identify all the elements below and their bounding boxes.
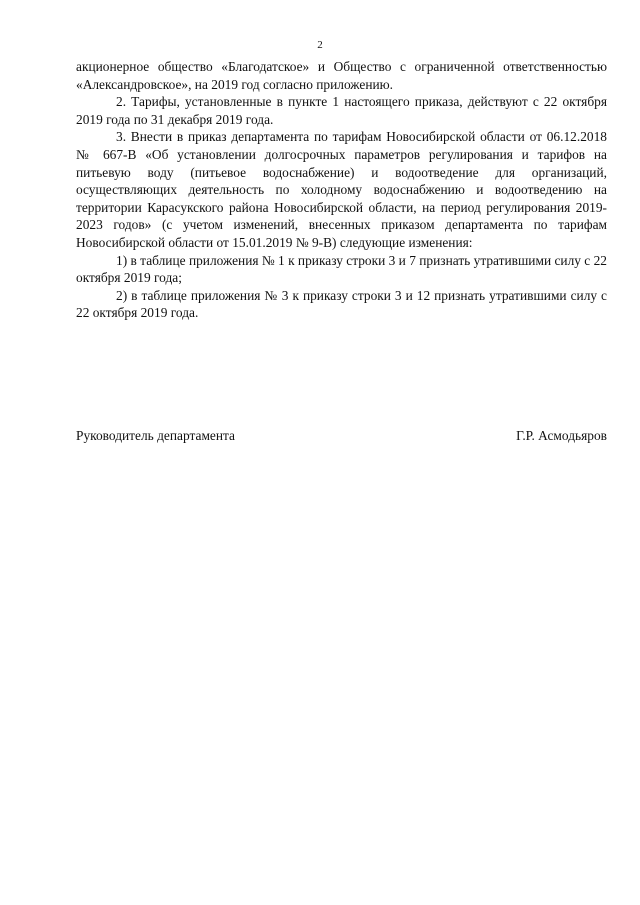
paragraph-subitem-1: 1) в таблице приложения № 1 к приказу строки 3 и 7 признать утратившими силу с 22 октября 2019 года; bbox=[76, 252, 607, 286]
signatory-position: Руководитель департамента bbox=[76, 428, 235, 443]
paragraph-item-3: 3. Внести в приказ департамента по тарифам Новосибирской области от 06.12.2018 № 667-В «Об установлении долгосрочных параметров регулирования и тарифов на питьевую воду (питьевое водоснабжение) и водоотведение для организаций, осуществляющих деятельность по холодному водоснабжению и водоотведению на территории Карасукского района Новосибирской области, на период регулирования 2019-2023 годов» (с учетом изменений, внесенных приказом департамента по тарифам Новосибирской области от 15.01.2019 № 9-В) следующие изменения: bbox=[76, 129, 607, 250]
signatory-name: Г.Р. Асмодьяров bbox=[516, 428, 607, 443]
paragraph-item-2: 2. Тарифы, установленные в пункте 1 настоящего приказа, действуют с 22 октября 2019 года по 31 декабря 2019 года. bbox=[76, 94, 607, 127]
paragraph-continuation: акционерное общество «Благодатское» и Общество с ограниченной ответственностью «Александровское», на 2019 год согласно приложению. bbox=[76, 59, 607, 92]
document-body bbox=[76, 58, 607, 322]
paragraph-subitem-2: 2) в таблице приложения № 3 к приказу строки 3 и 12 признать утратившими силу с 22 октября 2019 года. bbox=[76, 287, 607, 321]
signature-block bbox=[76, 427, 607, 445]
page-number: 2 bbox=[317, 39, 323, 51]
